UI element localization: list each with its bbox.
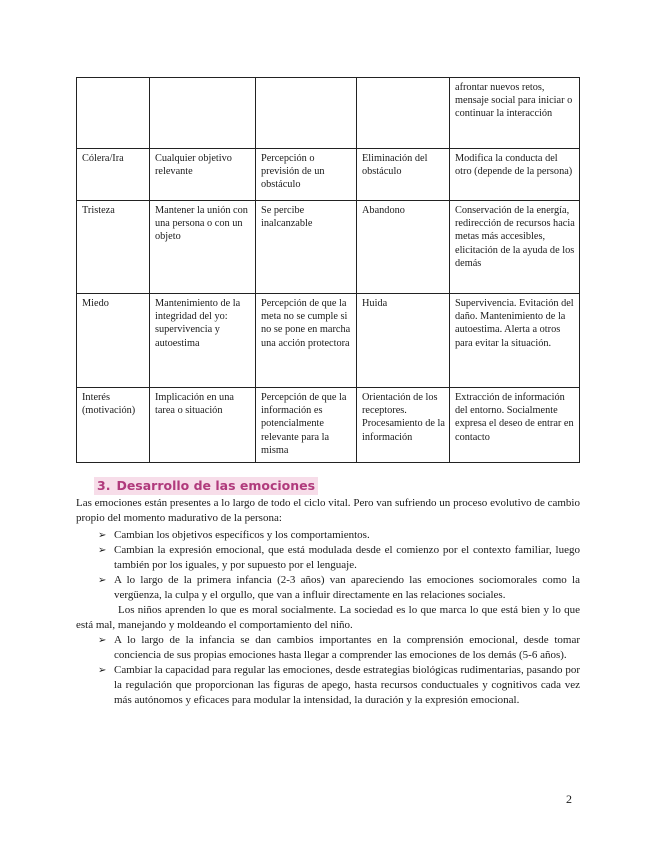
table-cell: Percepción de que la información es potencialmente relevante para la misma [256, 388, 357, 463]
table-cell: Modifica la conducta del otro (depende de la persona) [450, 149, 580, 201]
table-row [77, 149, 580, 201]
table-cell: Abandono [357, 201, 450, 294]
table-cell [150, 78, 256, 149]
list-item [76, 573, 580, 603]
table-cell [357, 78, 450, 149]
table-cell: Mantener la unión con una persona o con un objeto [150, 201, 256, 294]
intro-paragraph: Las emociones están presentes a lo largo de todo el ciclo vital. Pero van sufriendo un proceso evolutivo de cambio propio del momento madurativo de la persona: [76, 497, 580, 524]
table-cell [256, 78, 357, 149]
list-item [76, 633, 580, 663]
list-item [76, 543, 580, 573]
table-cell: Cualquier objetivo relevante [150, 149, 256, 201]
table-cell: Orientación de los receptores. Procesamiento de la información [357, 388, 450, 463]
arrow-bullet-icon: ➢ [98, 530, 107, 541]
table-cell: afrontar nuevos retos, mensaje social para iniciar o continuar la interacción [450, 78, 580, 149]
arrow-bullet-icon: ➢ [98, 545, 107, 556]
table-cell: Implicación en una tarea o situación [150, 388, 256, 463]
table-cell: Miedo [77, 294, 150, 388]
table-cell: Interés (motivación) [77, 388, 150, 463]
table-cell: Conservación de la energía, redirección de recursos hacia metas más accesibles, elicitación de la ayuda de los demás [450, 201, 580, 294]
arrow-bullet-icon: ➢ [98, 635, 107, 646]
list-item [76, 663, 580, 708]
arrow-bullet-icon: ➢ [98, 665, 107, 676]
section-title-text: Desarrollo de las emociones [116, 478, 316, 493]
table-cell: Se percibe inalcanzable [256, 201, 357, 294]
arrow-bullet-icon: ➢ [98, 575, 107, 586]
table-row [77, 78, 580, 149]
body-paragraph: Los niños aprenden lo que es moral socialmente. La sociedad es lo que marca lo que está bien y lo que está mal, manejando y moldeando el comportamiento del niño. [76, 604, 580, 631]
list-item-text: Cambiar la capacidad para regular las emociones, desde estrategias biológicas rudimentarias, pasando por la regulación que proporcionan las figuras de apego, hasta recursos conductuales y cognitivos cada vez más autónomos y eficaces para modular la intensidad, la duración y la expresión emocional. [114, 664, 580, 706]
table-cell: Eliminación del obstáculo [357, 149, 450, 201]
page-number: 2 [566, 792, 572, 806]
list-item-text: Cambian la expresión emocional, que está modulada desde el comienzo por el contexto familiar, luego también por los iguales, y por supuesto por el lenguaje. [114, 544, 580, 571]
bullet-list [76, 528, 580, 708]
table-cell: Percepción de que la meta no se cumple si no se pone en marcha una acción protectora [256, 294, 357, 388]
section-number: 3. [97, 478, 111, 493]
list-item-text: A lo largo de la primera infancia (2-3 años) van apareciendo las emociones sociomorales como la vergüenza, la culpa y el orgullo, que van a influir directamente en las relaciones sociales. [114, 574, 580, 601]
list-item-text: Cambian los objetivos específicos y los comportamientos. [114, 529, 370, 541]
table-row [77, 201, 580, 294]
table-cell: Tristeza [77, 201, 150, 294]
list-item-text: A lo largo de la infancia se dan cambios importantes en la comprensión emocional, desde tomar conciencia de sus propias emociones hasta llegar a comprender las emociones de los demás (5-6 años). [114, 634, 580, 661]
table-cell: Cólera/Ira [77, 149, 150, 201]
table-cell [77, 78, 150, 149]
table-row [77, 388, 580, 463]
table-cell: Mantenimiento de la integridad del yo: supervivencia y autoestima [150, 294, 256, 388]
table-cell: Huida [357, 294, 450, 388]
emotions-table [76, 77, 580, 463]
section-heading [94, 477, 318, 495]
table-cell: Supervivencia. Evitación del daño. Mantenimiento de la autoestima. Alerta a otros para evitar la situación. [450, 294, 580, 388]
table-cell: Extracción de información del entorno. Socialmente expresa el deseo de entrar en contacto [450, 388, 580, 463]
table-cell: Percepción o previsión de un obstáculo [256, 149, 357, 201]
table-row [77, 294, 580, 388]
list-item [76, 528, 580, 543]
